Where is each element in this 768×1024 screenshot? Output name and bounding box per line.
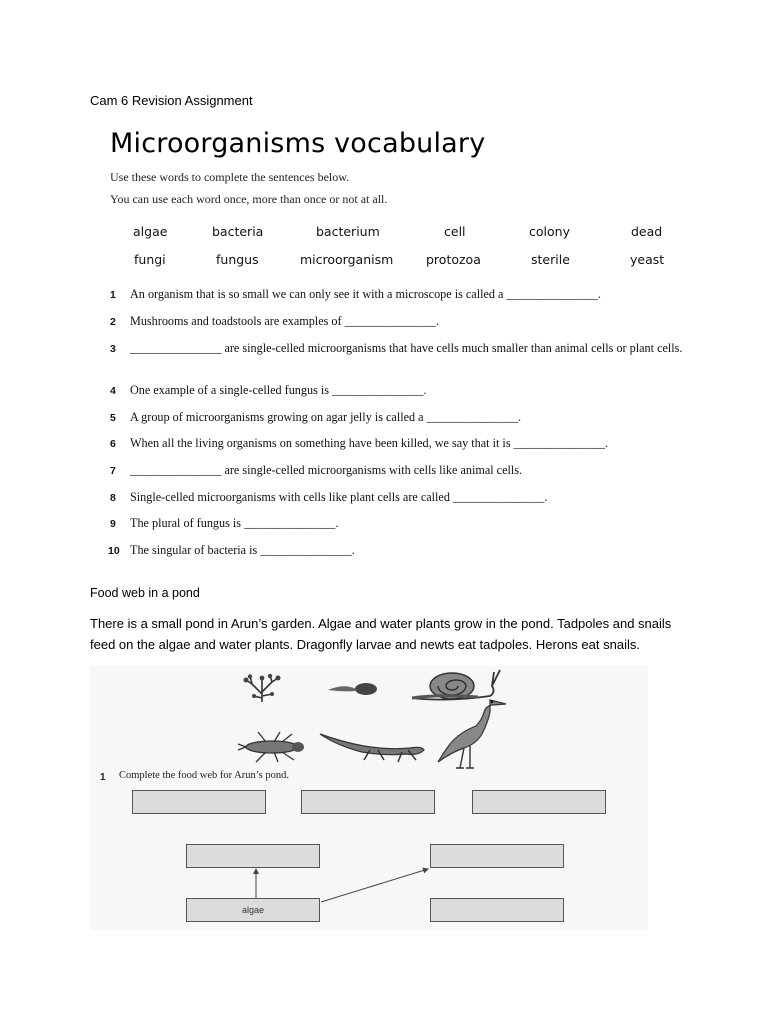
food-web-figure bbox=[90, 666, 648, 930]
word-bank-item: bacteria bbox=[212, 224, 264, 239]
question-text: When all the living organisms on something have been killed, we say that it is _______________. bbox=[130, 436, 609, 450]
word-bank-item: bacterium bbox=[316, 224, 380, 239]
question-number: 5 bbox=[110, 412, 116, 424]
question-text: Single-celled microorganisms with cells like plant cells are called _______________. bbox=[130, 490, 548, 504]
question-text: An organism that is so small we can only see it with a microscope is called a _______________. bbox=[130, 287, 601, 301]
question-text: The singular of bacteria is _______________. bbox=[130, 543, 355, 557]
question-number: 4 bbox=[110, 385, 116, 397]
food-web-paragraph: There is a small pond in Arun’s garden. Algae and water plants grow in the pond. Tadpoles and snails feed on the algae and water plants. Dragonfly larvae and newts eat tadpoles. Herons eat snails. bbox=[90, 616, 672, 652]
question-number: 2 bbox=[110, 316, 116, 328]
page-title: Microorganisms vocabulary bbox=[110, 128, 486, 159]
word-bank-item: colony bbox=[529, 224, 570, 239]
word-bank-item: microorganism bbox=[300, 252, 394, 267]
figure-instruction-number: 1 bbox=[100, 772, 106, 783]
word-bank-item: protozoa bbox=[426, 252, 481, 267]
word-bank-item: sterile bbox=[531, 252, 570, 267]
word-bank-item: fungus bbox=[216, 252, 259, 267]
question-text: _______________ are single-celled microorganisms with cells like animal cells. bbox=[130, 463, 523, 477]
question-number: 7 bbox=[110, 465, 116, 477]
word-bank-item: cell bbox=[444, 224, 466, 239]
instruction-line-2: You can use each word once, more than once or not at all. bbox=[110, 192, 388, 206]
question-text: _______________ are single-celled microorganisms that have cells much smaller than animal cells or plant cells. bbox=[130, 341, 683, 355]
question-number: 3 bbox=[110, 343, 116, 355]
instruction-line-1: Use these words to complete the sentences below. bbox=[110, 170, 350, 184]
question-text: The plural of fungus is _______________. bbox=[130, 516, 339, 530]
question-text: A group of microorganisms growing on agar jelly is called a _______________. bbox=[130, 410, 522, 424]
question-number: 8 bbox=[110, 492, 116, 504]
question-text: One example of a single-celled fungus is _______________. bbox=[130, 383, 427, 397]
algae-box: algae bbox=[186, 898, 320, 922]
question-number: 10 bbox=[108, 545, 120, 557]
question-number: 9 bbox=[110, 518, 116, 530]
section-title: Food web in a pond bbox=[90, 586, 200, 600]
figure-instruction: Complete the food web for Arun’s pond. bbox=[119, 770, 290, 781]
document-header: Cam 6 Revision Assignment bbox=[90, 93, 253, 108]
food-web-arrows bbox=[90, 666, 648, 930]
question-number: 1 bbox=[110, 289, 116, 301]
word-bank-item: algae bbox=[133, 224, 168, 239]
question-number: 6 bbox=[110, 438, 116, 450]
word-bank-item: fungi bbox=[134, 252, 166, 267]
word-bank-item: yeast bbox=[630, 252, 665, 267]
word-bank-item: dead bbox=[631, 224, 663, 239]
question-text: Mushrooms and toadstools are examples of _______________. bbox=[130, 314, 440, 328]
